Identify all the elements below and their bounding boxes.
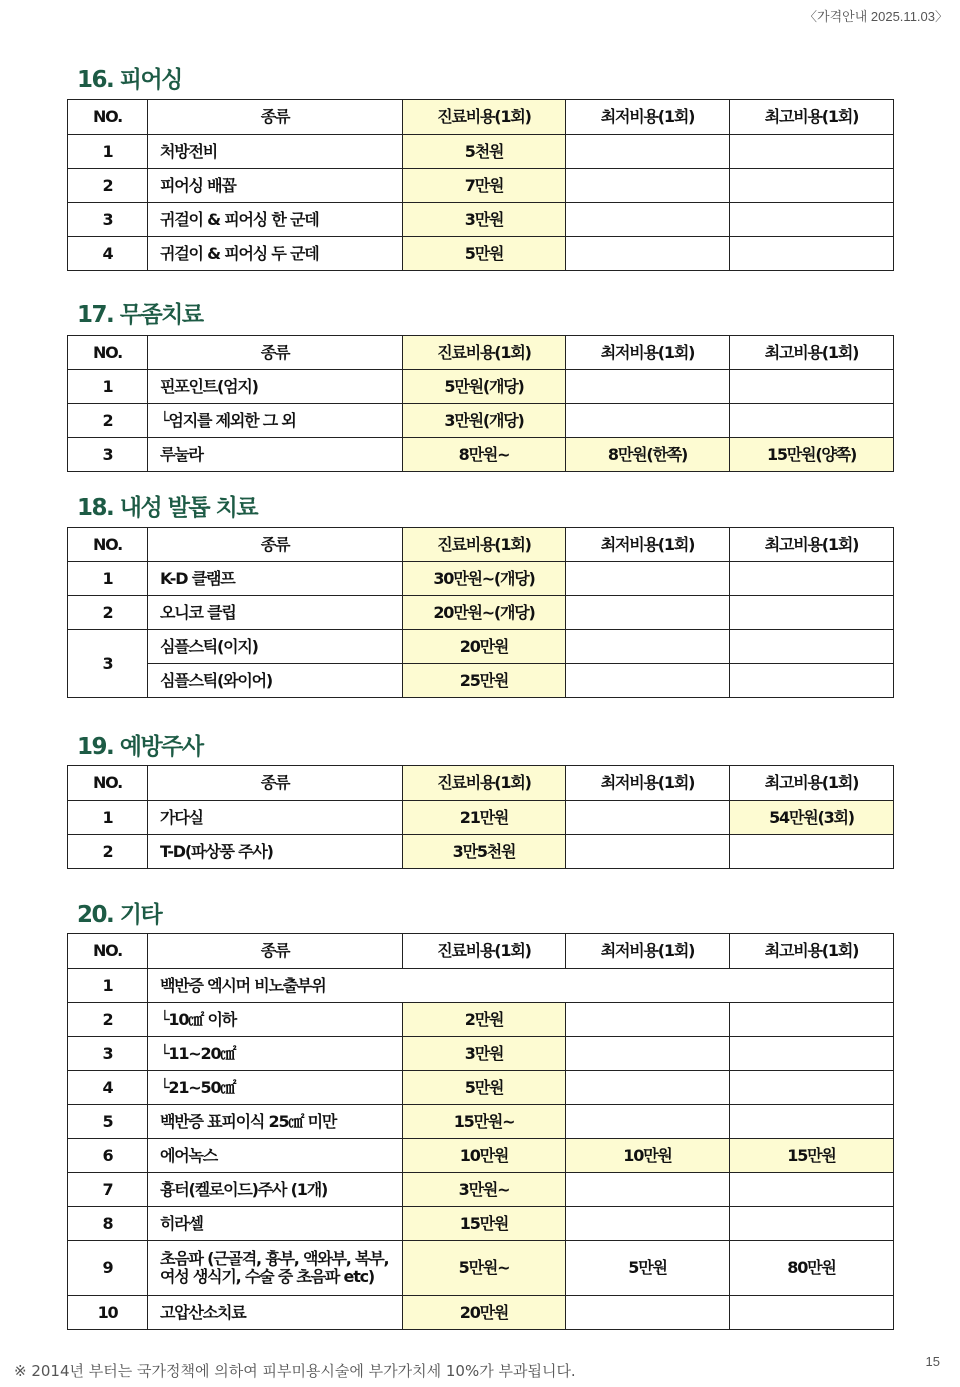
row-price: 10만원 [403,1139,566,1173]
row-no: 2 [68,169,148,203]
header-max: 최고비용(1회) [730,766,894,801]
table-row [68,630,894,664]
row-price: 20만원~(개당) [403,596,566,630]
price-table [67,99,894,271]
row-min [566,370,730,404]
row-name: └11~20㎠ [148,1037,403,1071]
row-max [730,596,894,630]
row-price: 5만원(개당) [403,370,566,404]
row-max [730,370,894,404]
row-price: 3만원(개당) [403,404,566,438]
row-min [566,135,730,169]
row-no: 2 [68,1003,148,1037]
table-header-row [68,336,894,370]
header-min: 최저비용(1회) [566,528,730,562]
price-table [67,527,894,698]
table-row [68,1207,894,1241]
row-price: 20만원 [403,630,566,664]
row-max [730,237,894,271]
row-no: 1 [68,801,148,835]
table-row [68,404,894,438]
header-no: NO. [68,528,148,562]
row-no: 5 [68,1105,148,1139]
row-min [566,1037,730,1071]
row-min [566,1296,730,1330]
row-min [566,1003,730,1037]
row-no: 4 [68,237,148,271]
row-name: 귀걸이 & 피어싱 두 군데 [148,237,403,271]
row-no: 2 [68,596,148,630]
row-name: 가다실 [148,801,403,835]
price-table [67,933,894,1330]
header-max: 최고비용(1회) [730,528,894,562]
row-max: 80만원 [730,1241,894,1296]
row-no: 3 [68,203,148,237]
table-row [68,237,894,271]
row-name: └10㎠ 이하 [148,1003,403,1037]
row-no: 2 [68,835,148,869]
row-name: 핀포인트(엄지) [148,370,403,404]
row-no: 1 [68,562,148,596]
row-min [566,1207,730,1241]
table-row [68,370,894,404]
row-min [566,664,730,698]
row-price: 20만원 [403,1296,566,1330]
row-min [566,203,730,237]
row-max [730,664,894,698]
table-row [68,203,894,237]
row-max [730,630,894,664]
price-table [67,335,894,472]
row-min [566,562,730,596]
row-name: 히라셀 [148,1207,403,1241]
row-price: 3만원 [403,203,566,237]
header-price: 진료비용(1회) [403,528,566,562]
section-title: 20. 기타 [77,902,162,928]
table-header-row [68,766,894,801]
table-row [68,1037,894,1071]
section-title: 19. 예방주사 [77,734,203,760]
row-no: 9 [68,1241,148,1296]
row-no: 7 [68,1173,148,1207]
row-no: 1 [68,370,148,404]
header-type: 종류 [148,528,403,562]
row-min [566,237,730,271]
header-min: 최저비용(1회) [566,766,730,801]
row-min [566,801,730,835]
row-min: 5만원 [566,1241,730,1296]
row-price: 15만원 [403,1207,566,1241]
row-min [566,596,730,630]
table-row [68,1003,894,1037]
row-no: 6 [68,1139,148,1173]
header-price: 진료비용(1회) [403,766,566,801]
row-price: 30만원~(개당) [403,562,566,596]
header-type: 종류 [148,100,403,135]
vat-footnote: ※ 2014년 부터는 국가정책에 의하여 피부미용시술에 부가가치세 10%가 부과됩니다. [14,1362,576,1380]
header-max: 최고비용(1회) [730,100,894,135]
row-min [566,835,730,869]
row-no: 1 [68,969,148,1003]
table-header-row [68,100,894,135]
row-max: 54만원(3회) [730,801,894,835]
row-no: 1 [68,135,148,169]
price-guide-date: 〈가격안내 2025.11.03〉 [804,9,948,24]
row-max [730,1105,894,1139]
row-price: 8만원~ [403,438,566,472]
row-name: 초음파 (근골격, 흉부, 액와부, 복부, 여성 생식기, 수술 중 초음파 etc) [148,1241,403,1296]
row-name: 귀걸이 & 피어싱 한 군데 [148,203,403,237]
row-no: 8 [68,1207,148,1241]
header-min: 최저비용(1회) [566,934,730,969]
section-title: 16. 피어싱 [77,67,182,93]
row-name: 고압산소치료 [148,1296,403,1330]
row-no: 3 [68,438,148,472]
row-price: 5천원 [403,135,566,169]
table-row [68,169,894,203]
row-price: 25만원 [403,664,566,698]
section-title: 17. 무좀치료 [77,302,203,328]
row-price: 15만원~ [403,1105,566,1139]
row-price: 5만원~ [403,1241,566,1296]
table-row [68,1071,894,1105]
table-row [68,1139,894,1173]
section-title: 18. 내성 발톱 치료 [77,495,258,521]
table-row [68,135,894,169]
row-max [730,1037,894,1071]
row-name: └21~50㎠ [148,1071,403,1105]
row-max [730,1173,894,1207]
row-price: 7만원 [403,169,566,203]
table-row [68,1241,894,1296]
table-row [68,969,894,1003]
row-min: 8만원(한쪽) [566,438,730,472]
header-type: 종류 [148,766,403,801]
row-no: 3 [68,630,148,698]
table-row [68,562,894,596]
header-no: NO. [68,100,148,135]
row-name: K-D 클램프 [148,562,403,596]
page-number: 15 [925,1354,940,1369]
row-name: 처방전비 [148,135,403,169]
table-row [68,664,894,698]
header-min: 최저비용(1회) [566,100,730,135]
row-max [730,404,894,438]
header-max: 최고비용(1회) [730,934,894,969]
row-no: 3 [68,1037,148,1071]
row-max [730,135,894,169]
row-max: 15만원 [730,1139,894,1173]
header-no: NO. [68,766,148,801]
table-row [68,835,894,869]
table-row [68,1296,894,1330]
row-price: 3만5천원 [403,835,566,869]
table-header-row [68,934,894,969]
header-price: 진료비용(1회) [403,336,566,370]
row-min [566,1105,730,1139]
row-max [730,1071,894,1105]
table-row [68,1173,894,1207]
row-name: T-D(파상풍 주사) [148,835,403,869]
row-max [730,1296,894,1330]
table-row [68,438,894,472]
row-price: 3만원 [403,1037,566,1071]
row-max [730,169,894,203]
header-type: 종류 [148,336,403,370]
table-header-row [68,528,894,562]
header-no: NO. [68,336,148,370]
row-min [566,1071,730,1105]
row-name: 흉터(켈로이드)주사 (1개) [148,1173,403,1207]
row-name: 심플스틱(이지) [148,630,403,664]
row-price: 5만원 [403,1071,566,1105]
row-max: 15만원(양쪽) [730,438,894,472]
row-min [566,1173,730,1207]
header-price: 진료비용(1회) [403,100,566,135]
row-min [566,169,730,203]
row-no: 2 [68,404,148,438]
row-no: 4 [68,1071,148,1105]
header-type: 종류 [148,934,403,969]
row-min [566,404,730,438]
price-table [67,765,894,869]
row-price: 5만원 [403,237,566,271]
row-no: 10 [68,1296,148,1330]
row-min: 10만원 [566,1139,730,1173]
table-row [68,596,894,630]
row-min [566,630,730,664]
row-name: 루눌라 [148,438,403,472]
row-name: └엄지를 제외한 그 외 [148,404,403,438]
row-name: 백반증 표피이식 25㎠ 미만 [148,1105,403,1139]
header-price: 진료비용(1회) [403,934,566,969]
row-name: 오니코 클립 [148,596,403,630]
table-row [68,801,894,835]
row-max [730,1207,894,1241]
header-max: 최고비용(1회) [730,336,894,370]
row-name: 백반증 엑시머 비노출부위 [148,969,894,1003]
row-name: 에어녹스 [148,1139,403,1173]
row-name: 피어싱 배꼽 [148,169,403,203]
row-max [730,203,894,237]
row-max [730,1003,894,1037]
row-price: 21만원 [403,801,566,835]
row-max [730,835,894,869]
row-price: 2만원 [403,1003,566,1037]
row-price: 3만원~ [403,1173,566,1207]
table-row [68,1105,894,1139]
header-min: 최저비용(1회) [566,336,730,370]
header-no: NO. [68,934,148,969]
row-max [730,562,894,596]
row-name: 심플스틱(와이어) [148,664,403,698]
